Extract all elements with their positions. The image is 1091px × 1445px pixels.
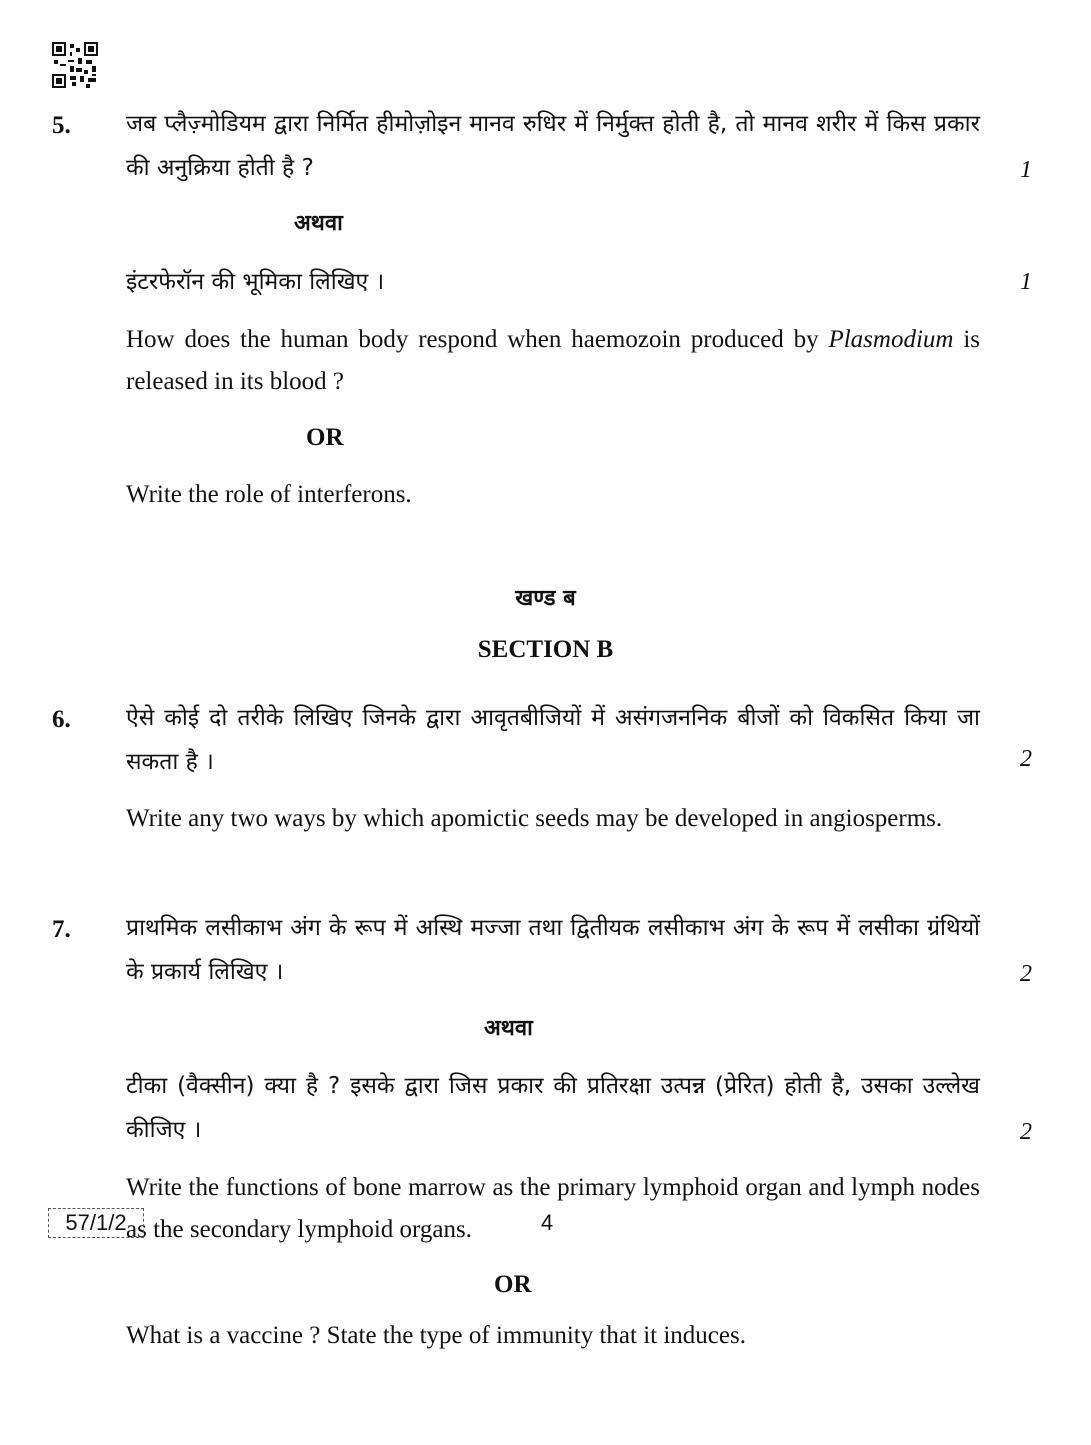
section-heading-english: SECTION B bbox=[477, 636, 614, 663]
question-5-or-hindi: अथवा bbox=[294, 211, 343, 236]
question-7-or-english: OR bbox=[494, 1271, 532, 1298]
question-5-english-italic: Plasmodium bbox=[828, 326, 954, 353]
paper-code: 57/1/2 bbox=[48, 1208, 144, 1238]
question-5-alt-marks: 1 bbox=[1020, 269, 1032, 295]
section-heading-hindi: खण्ड ब bbox=[515, 586, 576, 611]
question-7-alt-english: What is a vaccine ? State the type of immunity that it induces. bbox=[126, 1322, 746, 1349]
question-5-english bbox=[126, 319, 980, 403]
question-6-marks: 2 bbox=[1020, 746, 1032, 772]
question-7-hindi: प्राथमिक लसीकाभ अंग के रूप में अस्थि मज्जा तथा द्वितीयक लसीकाभ अंग के रूप में लसीका ग्रंथियों के प्रकार्य लिखिए । bbox=[126, 915, 980, 985]
question-7-english: Write the functions of bone marrow as the primary lymphoid organ and lymph nodes as the secondary lymphoid organs. bbox=[126, 1174, 980, 1243]
question-6-hindi: ऐसे कोई दो तरीके लिखिए जिनके द्वारा आवृतबीजियों में असंगजननिक बीजों को विकसित किया जा सकता है । bbox=[126, 705, 980, 775]
question-number-5: 5. bbox=[52, 112, 71, 139]
question-5-or-english: OR bbox=[306, 424, 344, 451]
question-7-alt-marks: 2 bbox=[1020, 1119, 1032, 1145]
qr-code-icon bbox=[52, 42, 98, 88]
question-5-marks: 1 bbox=[1020, 157, 1032, 183]
question-5-hindi: जब प्लैज़्मोडियम द्वारा निर्मित हीमोज़ोइन मानव रुधिर में निर्मुक्त होती है, तो मानव शरीर में किस प्रकार की अनुक्रिया होती है ? bbox=[126, 111, 980, 181]
question-6-english: Write any two ways by which apomictic seeds may be developed in angiosperms. bbox=[126, 805, 943, 832]
question-7-alt-hindi: टीका (वैक्सीन) क्या है ? इसके द्वारा जिस प्रकार की प्रतिरक्षा उत्पन्न (प्रेरित) होती है, उसका उल्लेख कीजिए । bbox=[126, 1073, 980, 1143]
question-5-english-post: is released in its blood ? bbox=[126, 326, 980, 395]
page-number: 4 bbox=[540, 1210, 554, 1235]
question-number-6: 6. bbox=[52, 706, 71, 733]
question-5-alt-english: Write the role of interferons. bbox=[126, 481, 412, 508]
question-5-alt-hindi: इंटरफेरॉन की भूमिका लिखिए । bbox=[126, 269, 385, 295]
question-7-or-hindi: अथवा bbox=[484, 1016, 533, 1041]
question-number-7: 7. bbox=[52, 916, 71, 943]
question-7-marks: 2 bbox=[1020, 961, 1032, 987]
question-5-english-pre: How does the human body respond when haemozoin produced by bbox=[126, 326, 819, 353]
